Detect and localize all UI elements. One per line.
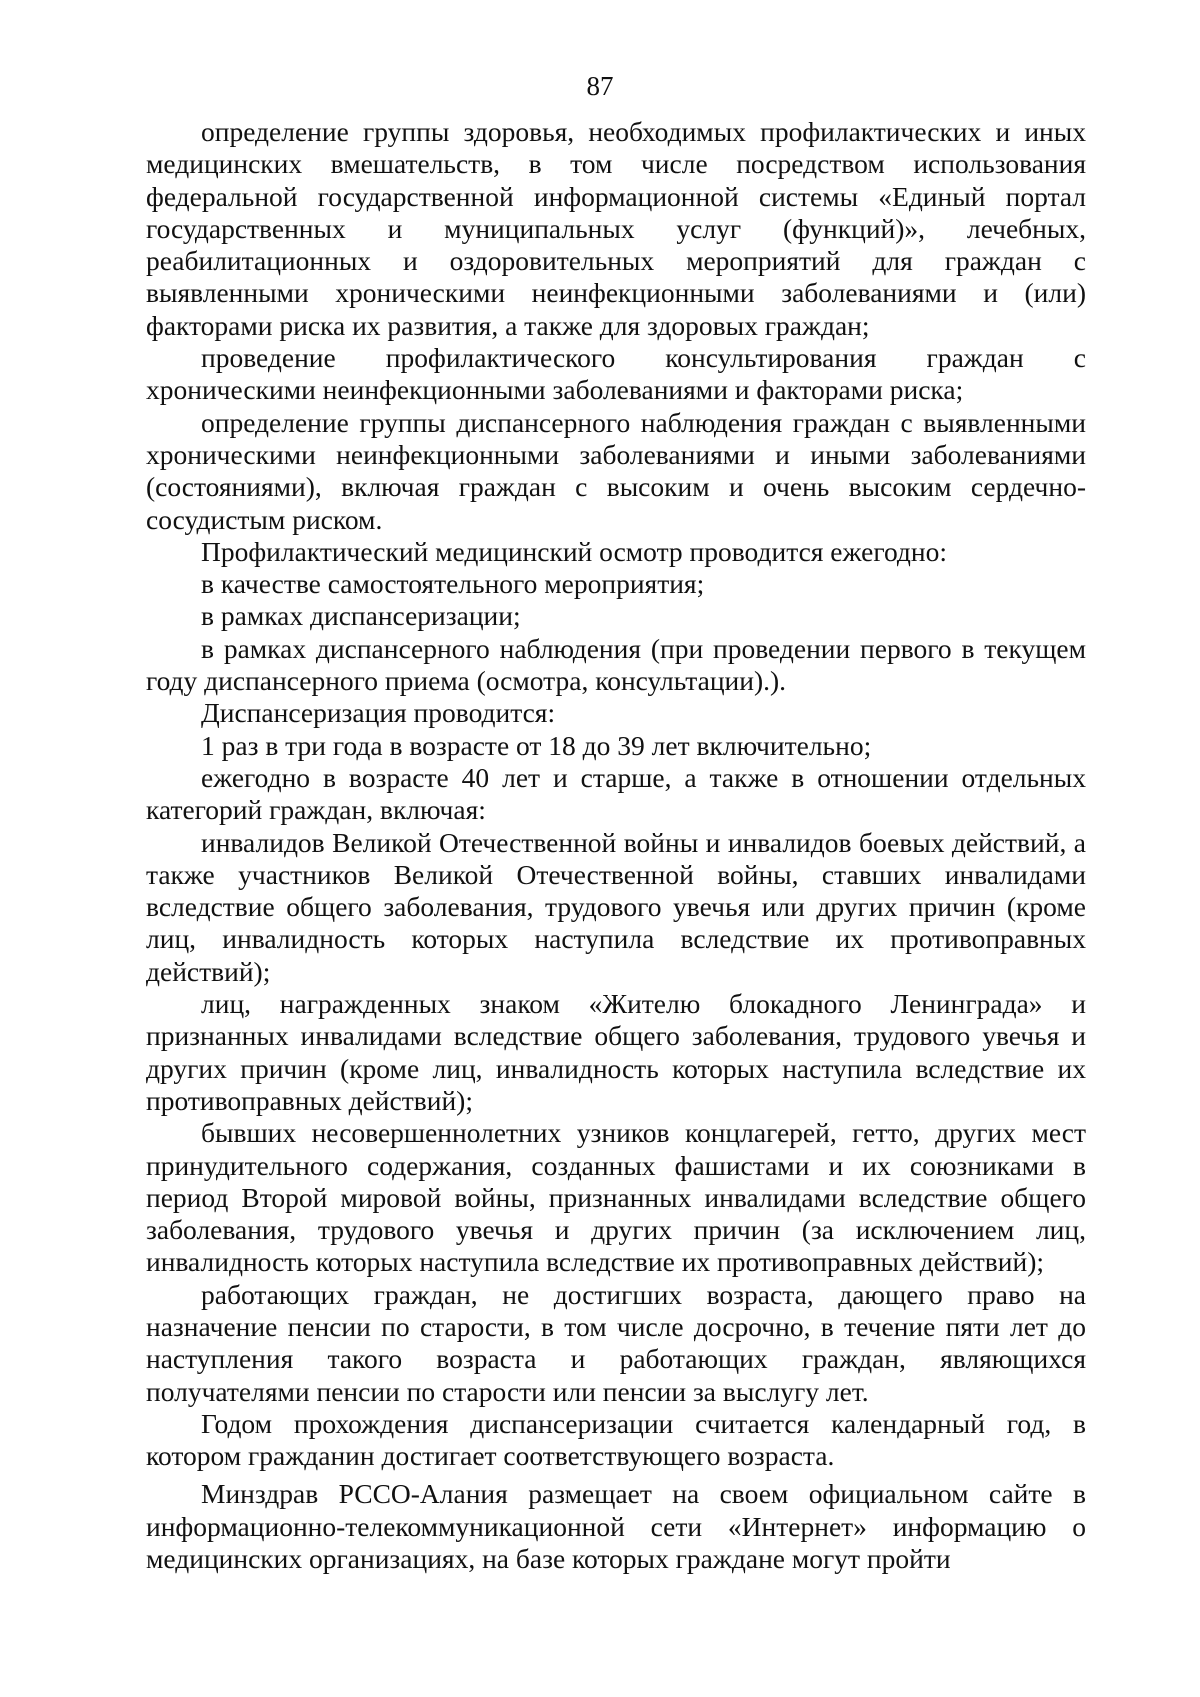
paragraph: Профилактический медицинский осмотр проводится ежегодно: — [201, 535, 948, 567]
paragraph: 1 раз в три года в возрасте от 18 до 39 лет включительно; — [201, 729, 872, 761]
paragraph: определение группы диспансерного наблюдения граждан с выявленными хроническими неинфекционными заболеваниями и иными заболеваниями (состояниями), включая граждан с высоким и очень высоким сердечно-сосудистым риском. — [146, 406, 1086, 535]
paragraph: проведение профилактического консультирования граждан с хроническими неинфекционными заболеваниями и факторами риска; — [146, 342, 1086, 406]
paragraph: Минздрав РССО-Алания размещает на своем официальном сайте в информационно-телекоммуникационной сети «Интернет» информацию о медицинских организациях, на базе которых граждане могут пройти — [146, 1478, 1086, 1575]
paragraph: в рамках диспансеризации; — [201, 600, 521, 632]
paragraph: Диспансеризация проводится: — [201, 697, 556, 729]
paragraph: в рамках диспансерного наблюдения (при проведении первого в текущем году диспансерного приема (осмотра, консультации).). — [146, 632, 1086, 697]
paragraph: ежегодно в возрасте 40 лет и старше, а также в отношении отдельных категорий граждан, включая: — [146, 761, 1086, 826]
paragraph: инвалидов Великой Отечественной войны и инвалидов боевых действий, а также участников Великой Отечественной войны, ставших инвалидами вследствие общего заболевания, трудового увечья или других причин (кроме лиц, инвалидность которых наступила вследствие их противоправных действий); — [146, 826, 1086, 987]
paragraph: работающих граждан, не достигших возраста, дающего право на назначение пенсии по старости, в том числе досрочно, в течение пяти лет до наступления такого возраста и работающих граждан, являющихся получателями пенсии по старости или пенсии за выслугу лет. — [146, 1278, 1086, 1407]
paragraph: бывших несовершеннолетних узников концлагерей, гетто, других мест принудительного содержания, созданных фашистами и их союзниками в период Второй мировой войны, признанных инвалидами вследствие общего заболевания, трудового увечья и других причин (за исключением лиц, инвалидность которых наступила вследствие их противоправных действий); — [146, 1117, 1086, 1278]
paragraph: Годом прохождения диспансеризации считается календарный год, в котором гражданин достигает соответствующего возраста. — [146, 1407, 1086, 1472]
paragraph: в качестве самостоятельного мероприятия; — [201, 568, 705, 600]
document-body — [146, 116, 1086, 1575]
paragraph: лиц, награжденных знаком «Жителю блокадного Ленинграда» и признанных инвалидами вследствие общего заболевания, трудового увечья и других причин (кроме лиц, инвалидность которых наступила вследствие их противоправных действий); — [146, 988, 1086, 1116]
paragraph: определение группы здоровья, необходимых профилактических и иных медицинских вмешательств, в том числе посредством использования федеральной государственной информационной системы «Единый портал государственных и муниципальных услуг (функций)», лечебных, реабилитационных и оздоровительных мероприятий для граждан с выявленными хроническими неинфекционными заболеваниями и (или) факторами риска их развития, а также для здоровых граждан; — [146, 116, 1086, 341]
page-number: 87 — [586, 71, 614, 101]
